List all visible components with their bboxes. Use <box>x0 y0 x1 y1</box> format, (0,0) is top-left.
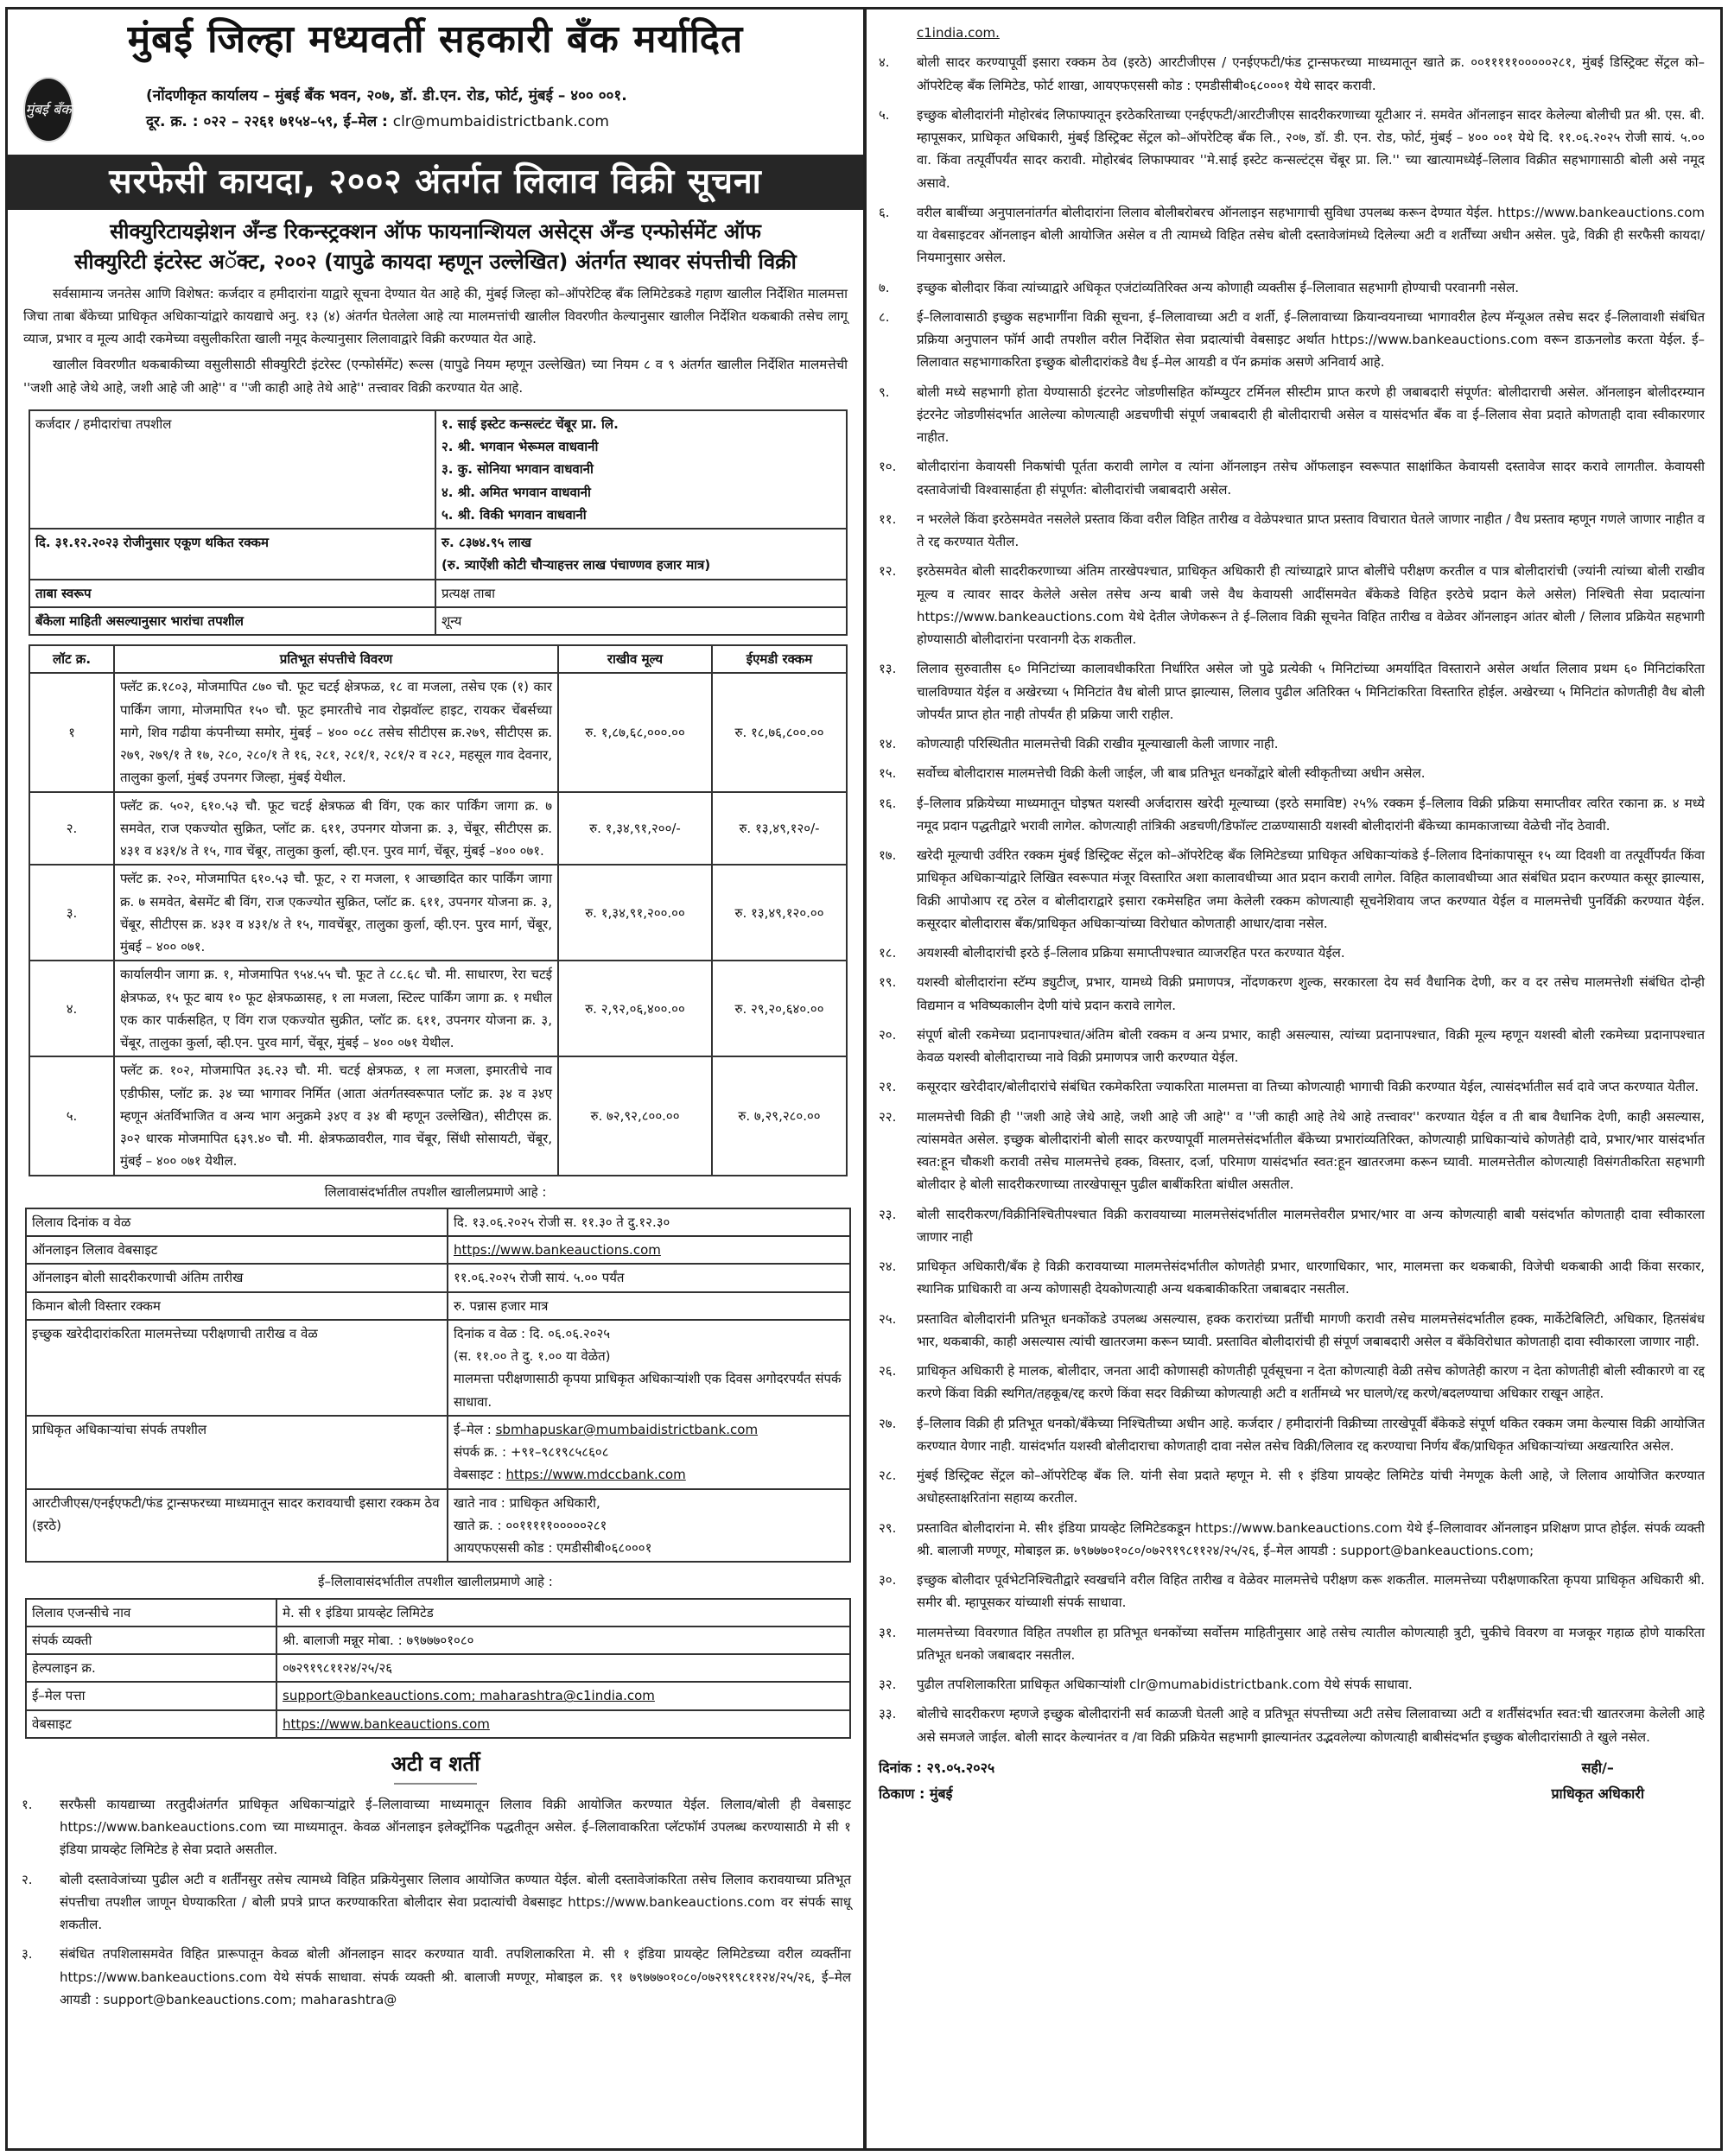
officer-website-link[interactable]: https://www.mdccbank.com <box>505 1467 686 1483</box>
term-item <box>879 1517 1705 1563</box>
borrower-name: ५. श्री. विकी भगवान वाधवानी <box>442 506 587 523</box>
term-item <box>22 1868 851 1937</box>
borrower-name: २. श्री. भगवान भेरूमल वाधवानी <box>442 439 599 455</box>
officer-contact-label: प्राधिकृत अधिकाऱ्यांचा संपर्क तपशील <box>26 1416 448 1489</box>
term-item <box>879 104 1705 194</box>
term-item <box>879 971 1705 1017</box>
helpline-label: हेल्पलाइन क्र. <box>26 1654 276 1682</box>
term-text: कोणत्याही परिस्थितीत मालमत्तेची विक्री राखीव मूल्याखाली केली जाणार नाही. <box>917 736 1279 751</box>
property-description: फ्लॅट क्र. १०२, मोजमापित ३६.२३ चौ. मी. चटई क्षेत्रफळ, १ ला मजला, इमारतीचे नाव एडीफीस, प्लॉट क्र. ३४ च्या भागावर निर्मित (आता अंतर्गतस्वरूपात प्लॉट क्र. ३४ व ३४ए म्हणून अंतर्विभाजित व अन्य भाग अनुक्रमे ३४ए व ३४ बी म्हणून उल्लेखित), सीटीएस क्र. ३०२ धारक मोजमापित ६३९.४० चौ. मी. क्षेत्रफळावरील, गाव चेंबूर, सिंधी सोसायटी, चेंबूर, मुंबई – ४०० ०७१ येथील. <box>114 1056 558 1175</box>
notice-banner: सरफेसी कायदा, २००२ अंतर्गत लिलाव विक्री सूचना <box>8 155 863 210</box>
term-text: यशस्वी बोलीदारांना स्टॅम्प ड्युटीज्, प्रभार, यामध्ये विक्री प्रमाणपत्र, नोंदणकरण शुल्क, सरकारला देय सर्व वैधानिक देणी, कर व दर तसेच मालमत्तेशी संबंधित दोन्ही विद्यमान व भविष्यकालीन देणी यांचे प्रदान करावे लागेल. <box>917 974 1705 1013</box>
officer-website-label: वेबसाइट : <box>454 1467 506 1483</box>
table-row <box>26 1292 850 1320</box>
term-item <box>879 1075 1705 1098</box>
column-header: राखीव मूल्य <box>558 645 712 673</box>
term-number: ७. <box>879 279 890 295</box>
outstanding-amount-words: (रु. त्र्याऐंशी कोटी चौऱ्याहत्तर लाख पंचाण्णव हजार मात्र) <box>442 557 711 574</box>
lot-number: ५. <box>29 1056 114 1175</box>
term-text: बोलीदारांना केवायसी निकषांची पूर्तता करावी लागेल व त्यांना ऑनलाइन तसेच ऑफलाइन स्वरूपात साक्षांकित केवायसी दस्तावेज सादर करावे लागतील. केवायसी दस्तावेजांची विश्वासार्हता ही संपूर्णत: बोलीदारांची जबाबदारी असेल. <box>917 459 1705 498</box>
term-number: २९. <box>879 1519 897 1536</box>
eauction-details-caption: ई–लिलावासंदर्भातील तपशील खालीलप्रमाणे आहे : <box>318 1574 553 1590</box>
table-row <box>26 1627 850 1654</box>
terms-list-right <box>879 51 1705 1748</box>
footer-date-place <box>879 1755 994 1808</box>
term-number: २३. <box>879 1206 897 1222</box>
term-number: २७. <box>879 1415 897 1431</box>
contact-line <box>146 110 627 136</box>
registered-office-address <box>146 84 627 136</box>
borrower-name: ४. श्री. अमित भगवान वाधवानी <box>442 484 591 500</box>
table-row <box>29 673 847 791</box>
borrower-name: १. साई इस्टेट कन्सल्टंट चेंबूर प्रा. लि. <box>442 415 619 432</box>
term-number: ४. <box>879 54 890 71</box>
signature-block <box>1551 1755 1644 1808</box>
term-item <box>879 1308 1705 1354</box>
borrowers-label: कर्जदार / हमीदारांचा तपशील <box>29 410 435 529</box>
term-number: ३१. <box>879 1624 897 1640</box>
encumbrance-value: शून्य <box>435 607 847 635</box>
term-text: संपूर्ण बोली रकमेच्या प्रदानापश्चात/अंतिम बोली रक्कम व अन्य प्रभार, काही असल्यास, त्यांच्या प्रदानापश्चात, विक्री मूल्य म्हणून यशस्वी बोली रकमेच्या प्रदानापश्चात केवळ यशस्वी बोलीदाराच्या नावे विक्री प्रमाणपत्र जारी करण्यात येईल. <box>917 1026 1705 1065</box>
term-item <box>879 560 1705 650</box>
term-text: ई–लिलावासाठी इच्छुक सहभागींना विक्री सूचना, ई–लिलावाच्या अटी व शर्ती, ई–लिलावाच्या क्रियान्वयनाच्या भागावरील हेल्प मॅन्यूअल तसेच सदर ई–लिलावाशी संबंधित प्रक्रिया अनुपालन फॉर्म आदी तपशील वरील निर्देशित सेवा प्रदात्यांची वेबसाइट अर्थात https://www.bankeauctions.com वरून डाऊनलोड करता येईल. ई–लिलावात सहभागाकरिता इच्छुक बोलीदारांकडे वैध ई–मेल आयडी व पॅन क्रमांक असणे अनिवार्य आहे. <box>917 308 1705 371</box>
term-text: इच्छुक बोलीदारांनी मोहोरबंद लिफाफ्यातून इरठेकरिताच्या एनईएफटी/आरटीजीएस सादरीकरणाच्या यूटीआर नं. समवेत ऑनलाइन सादर केलेल्या बोलीची प्रत श्री. एस. बी. म्हापूसकर, प्राधिकृत अधिकारी, मुंबई डिस्ट्रिक्ट सेंट्रल को–ऑपरेटिव्ह बँक लि., २०७, डॉ. डी. एन. रोड, फोर्ट, मुंबई – ४०० ००१ येथे दि. ११.०६.२०२५ रोजी सायं. ५.०० वा. किंवा तत्पूर्वीपर्यंत सादर करावी. मोहोरबंद लिफाफ्यावर ''मे.साई इस्टेट कन्सल्टंट्स चेंबूर प्रा. लि.'' च्या खात्यामध्येई–लिलाव विक्रीत सहभागासाठी बोली असे नमूद असावे. <box>917 106 1705 191</box>
term-number: ५. <box>879 106 890 123</box>
term-number: २. <box>22 1871 33 1887</box>
term-number: १६. <box>879 795 897 811</box>
auction-details-caption: लिलावासंदर्भातील तपशील खालीलप्रमाणे आहे : <box>324 1183 547 1200</box>
outstanding-label: दि. ३१.१२.२०२३ रोजीनुसार एकूण थकित रक्कम <box>29 529 435 580</box>
table-row <box>29 961 847 1056</box>
term-text: बोली सादरीकरण/विक्रीनिश्चितीपश्चात विक्री करावयाच्या मालमत्तेसंदर्भातील मालमत्तेवरील प्रभार/भार वा अन्य कोणत्याही बाबी यसंदर्भात कोणताही दावा स्वीकारला जाणार नाही <box>917 1206 1705 1245</box>
term-item <box>22 1793 851 1861</box>
bid-deadline-label: ऑनलाइन बोली सादरीकरणाची अंतिम तारीख <box>26 1264 448 1291</box>
contact-person-label: संपर्क व्यक्ती <box>26 1627 276 1654</box>
table-row <box>26 1710 850 1738</box>
term-number: २८. <box>879 1468 897 1483</box>
possession-value: प्रत्यक्ष ताबा <box>435 580 847 607</box>
table-row <box>26 1416 850 1489</box>
term-text: न भरलेले किंवा इरठेसमवेत नसलेले प्रस्ताव किंवा वरील विहित तारीख व वेळेपश्चात प्राप्त प्रस्ताव विचारात घेतले जाणार नाहीत / वैध प्रस्ताव म्हणून गणले जाणार नाहीत व ते रद्द करण्यात येतील. <box>917 510 1705 549</box>
agency-label: लिलाव एजन्सीचे नाव <box>26 1599 276 1627</box>
term-text: प्रस्तावित बोलीदारांना मे. सी१ इंडिया प्रायव्हेट लिमिटेडकडून https://www.bankeauctions.com येथे ई–लिलावावर ऑनलाइन प्रशिक्षण प्राप्त होईल. संपर्क व्यक्ती श्री. बालाजी मण्णूर, मोबाइल क्र. ७९७७७०१०८०/०७२९१९८११२४/२५/२६, ई–मेल आयडी : support@bankeauctions.com; <box>917 1519 1705 1558</box>
term-number: १८. <box>879 945 897 961</box>
table-row <box>29 580 847 607</box>
terms-continuation <box>879 22 1705 44</box>
phone-number: दूर. क्र. : ०२२ – २२६१ ७१५४–५९, ई–मेल : <box>146 112 393 130</box>
borrower-details-table <box>29 409 848 636</box>
term-text: वरील बाबींच्या अनुपालनांतर्गत बोलीदारांना लिलाव बोलीबरोबरच ऑनलाइन सहभागाची सुविधा उपलब्ध करून देण्यात येईल. https://www.bankeauctions.com या वेबसाइटवर ऑनलाइन बोली आयोजित असेल व ती त्यामध्ये विहित तसेच बोली दस्तावेजांमध्ये दिलेल्या अटी व शर्तींच्या अधीन असेल. पुढे, विक्री ही सरफैसी कायदा/नियमानुसार असेल. <box>917 204 1705 266</box>
table-row <box>29 529 847 580</box>
term-text: प्राधिकृत अधिकारी हे मालक, बोलीदार, जनता आदी कोणासही कोणतीही पूर्वसूचना न देता कोणत्याही वेळी तसेच कोणतेही कारण न देता कोणतीही बोली स्वीकारणे वा रद्द करणे किंवा विक्री स्थगित/तहकूब/रद्द करणे किंवा सदर विक्रीच्या कोणत्याही अटी व शर्तीमध्ये भर घालणे/रद्द करणे/बदलण्याचा अधिकार राखून आहेत. <box>917 1363 1705 1402</box>
emd-amount: रु. ७,२९,२८०.०० <box>712 1056 847 1175</box>
term-item <box>879 1412 1705 1458</box>
possession-label: ताबा स्वरूप <box>29 580 435 607</box>
agency-value: मे. सी १ इंडिया प्रायव्हेट लिमिटेड <box>276 1599 850 1627</box>
term-item <box>879 306 1705 374</box>
outstanding-amount: रु. ८३७४.९५ लाख <box>442 535 531 551</box>
property-description: फ्लॅट क्र. ५०२, ६१०.५३ चौ. फूट चटई क्षेत्रफळ बी विंग, एक कार पार्किंग जागा क्र. ७ समवेत, राज एकज्योत सुक्रित, प्लॉट क्र. ६११, उपनगर योजना क्र. ३, चेंबूर, सीटीएस क्र. ४३१ व ४३१/४ ते १५, गाव चेंबूर, तालुका कुर्ला, व्ही.एन. पुरव मार्ग, चेंबूर, मुंबई –४०० ०७१. <box>114 792 558 866</box>
term-text: बोली दस्तावेजांच्या पुढील अटी व शर्तींनसुर तसेच त्यामध्ये विहित प्रक्रियेनुसार लिलाव आयोजित कण्यात येईल. बोली दस्तावेजांकरिता तसेच लिलाव करावयाच्या प्रतिभूत संपत्तीचा तपशील जाणून घेण्याकरिता / बोली प्रपत्रे प्राप्त करण्याकरिता बोलीदार सेवा प्रदात्यांची वेबसाइट https://www.bankeauctions.com वर संपर्क साधू शकतील. <box>60 1871 851 1933</box>
lot-number: ४. <box>29 961 114 1056</box>
term-number: १९. <box>879 974 897 991</box>
helpline-value: ०७२९१९८११२४/२५/२६ <box>276 1654 850 1682</box>
term-text: मालमत्तेच्या विवरणात विहित तपशील हा प्रतिभूत धनकोंच्या सर्वोत्तम माहितीनुसार आहे तसेच त्यातील कोणत्याही त्रुटी, चुकीचे विवरण वा मजकूर गहाळ होणे याकरिता प्रतिभूत धनको जबाबदार नसतील. <box>917 1624 1705 1663</box>
officer-email-link[interactable]: sbmhapuskar@mumbaidistrictbank.com <box>495 1421 759 1437</box>
reserve-price: रु. ७२,९२,८००.०० <box>558 1056 712 1175</box>
auction-details-table <box>25 1208 851 1563</box>
table-row <box>26 1208 850 1236</box>
term-number: ६. <box>879 204 890 220</box>
term-text: खरेदी मूल्याची उर्वरित रक्कम मुंबई डिस्ट्रिक्ट सेंट्रल को–ऑपरेटिव्ह बँक लिमिटेडच्या प्राधिकृत अधिकाऱ्यांकडे ई–लिलाव दिनांकापासून १५ व्या दिवशी वा तत्पूर्वीपर्यंत किंवा प्राधिकृत अधिकाऱ्यांद्वारे लिखित स्वरूपात मंजूर विस्तारित अशा कालावधीच्या आत प्रदान करावी लागेल. विहित कालावधीच्या आत संबंधित प्रदान करण्यात कसूर झाल्यास, विक्री आपोआप रद्द ठरेल व बोलीदाराद्वारे इसारा रकमेसहित जमा केलेली रक्कम कोणत्याही सूचनेशिवाय जप्त करण्यात येईल व मालमत्तेची पुनर्विक्री करण्यात येईल. कसूरदार बोलीदारास बँक/प्राधिकृत अधिकाऱ्यांच्या विरोधात कोणताही आधार/दावा नसेल. <box>917 847 1705 931</box>
term-number: ३. <box>22 1946 33 1963</box>
term-number: १४. <box>879 736 897 751</box>
emd-amount: रु. २९,२०,६४०.०० <box>712 961 847 1056</box>
term-text: इच्छुक बोलीदार पूर्वभेटनिश्चितीद्वारे स्वखर्चाने वरील विहित तारीख व वेळेवर मालमत्तेचे परीक्षण करू शकतील. मालमत्तेच्या परीक्षणाकरिता कृपया प्राधिकृत अधिकारी श्री. समीर बी. म्हापूसकर यांच्याशी संपर्क साधावा. <box>917 1572 1705 1611</box>
property-description: कार्यालयीन जागा क्र. १, मोजमापित ९५४.५५ चौ. फूट ते ८८.६८ चौ. मी. साधारण, रेरा चटई क्षेत्रफळ, १५ फूट बाय १० फूट क्षेत्रफळासह, १ ला मजला, स्टिल्ट पार्किंग जागा क्र. १ मधील एक कार पार्कसहित, ए विंग राज एकज्योत सुक्रीत, प्लॉट क्र. ६११, उपनगर योजना क्र. ३, चेंबूर, तालुका कुर्ला, व्ही.एन. पुरव मार्ग, चेंबूर, मुंबई – ४०० ०७१ येथील. <box>114 961 558 1056</box>
act-title-line: सीक्युरिटी इंटरेस्ट अॅक्ट, २००२ (यापुढे कायदा म्हणून उल्लेखित) अंतर्गत स्थावर संपत्तीची विक्री <box>74 249 797 274</box>
borrower-name: ३. कु. सोनिया भगवान वाधवानी <box>442 461 594 478</box>
term-item <box>879 1464 1705 1510</box>
bank-name: मुंबई जिल्हा मध्यवर्ती सहकारी बँक मर्यादित <box>127 17 744 61</box>
term-item <box>879 657 1705 726</box>
bid-increment-value: रु. पन्नास हजार मात्र <box>448 1292 850 1320</box>
website-cell <box>276 1710 850 1738</box>
account-name: खाते नाव : प्राधिकृत अधिकारी, <box>454 1494 600 1511</box>
term-number: १५. <box>879 765 897 782</box>
term-text: प्राधिकृत अधिकारी/बँक हे विक्री करावयाच्या मालमत्तेसंदर्भातील कोणतेही प्रभार, धारणाधिकार, भार, मालमत्ता कर थकबाकी, विजेची थकबाकी आदी किंवा सरकार, स्थानिक प्राधिकारी वा अन्य कोणासही देयकोणत्याही अन्य थकबाकीकरिता जबाबदार नसतील. <box>917 1259 1705 1297</box>
term-item <box>879 1621 1705 1667</box>
support-email-link[interactable]: support@bankeauctions.com; maharashtra@c1india.com <box>283 1688 655 1704</box>
terms-divider <box>394 1783 477 1785</box>
term-number: ८. <box>879 308 890 325</box>
term-text: ई–लिलाव प्रक्रियेच्या माध्यमातून घोइषत यशस्वी अर्जदारास खरेदी मूल्याच्या (इरठे समाविष्ट) २५% रक्कम ई–लिलाव विक्री प्रक्रिया समाप्तीवर त्वरित रकाना क्र. ४ मध्ये नमूद प्रदान पद्धतीद्वारे भरावी लागेल. कोणत्याही तांत्रिकी अडचणी/डिफॉल्ट टाळण्यासाठी यशस्वी बोलीदारांनी बँकेच्या कामकाजाच्या वेळेची नोंद ठेवावी. <box>917 795 1705 834</box>
table-row <box>29 792 847 866</box>
term-item <box>879 455 1705 501</box>
officer-email-label: ई–मेल : <box>454 1421 496 1437</box>
ifsc-code: आयएफएससी कोड : एमडीसीबी०६८०००१ <box>454 1540 652 1557</box>
term-text: बोली मध्ये सहभागी होता येण्यासाठी इंटरनेट जोडणीसहित कॉम्प्युटर टर्मिनल सीस्टीम प्राप्त करणे ही जबाबदारी संपूर्णत: बोलीदाराची असेल. ऑनलाइन बोलीदरम्यान इंटरनेट जोडणीसंदर्भात आलेल्या कोणत्याही अडचणीची संपूर्ण जबाबदारी ही बोलीदाराची असेल व यासंदर्भात बँक वा ई–लिलाव सेवा प्रदाते कोणताही दावा स्वीकारणार नाहीत. <box>917 384 1705 445</box>
term-text: कसूरदार खरेदीदार/बोलीदारांचे संबंधित रकमेकरिता ज्याकरिता मालमत्ता वा तिच्या कोणत्याही भागाची विक्री करण्यात येईल, त्यासंदर्भातील सर्व दावे जप्त करण्यात येतील. <box>917 1079 1699 1095</box>
term-item <box>879 1360 1705 1405</box>
borrowers-list <box>435 410 847 529</box>
inspection-cell <box>448 1320 850 1416</box>
term-text: सर्वोच्च बोलीदारास मालमत्तेची विक्री केली जाईल, जी बाब प्रतिभूत धनकोंद्वारे बोली स्वीकृतीच्या अधीन असेल. <box>917 765 1426 782</box>
table-row <box>26 1489 850 1563</box>
term-item <box>22 1943 851 2011</box>
emd-payment-cell <box>448 1489 850 1563</box>
term-item <box>879 844 1705 935</box>
table-row <box>26 1320 850 1416</box>
term-item <box>879 1024 1705 1069</box>
table-row <box>26 1599 850 1627</box>
inspection-note: मालमत्ता परीक्षणासाठी कृपया प्राधिकृत अधिकाऱ्यांशी एक दिवस अगोदरपर्यंत संपर्क साधावा. <box>454 1371 842 1410</box>
term-number: २४. <box>879 1259 897 1274</box>
term-item <box>879 51 1705 97</box>
term-number: २६. <box>879 1363 897 1379</box>
term-item <box>879 1203 1705 1249</box>
notice-header <box>8 10 863 155</box>
term-number: १. <box>22 1796 33 1812</box>
officer-phone: संपर्क क्र. : +९१–९८१९८५८६०८ <box>454 1444 609 1461</box>
term-item <box>879 381 1705 449</box>
term-item <box>879 201 1705 270</box>
bank-logo-icon: मुंबई बँक <box>23 77 73 143</box>
table-header-row <box>29 645 847 673</box>
eauction-website-link[interactable]: https://www.bankeauctions.com <box>283 1715 490 1732</box>
officer-email-line <box>454 1418 844 1441</box>
officer-website-line <box>454 1463 844 1486</box>
lot-number: ३. <box>29 865 114 961</box>
column-header: प्रतिभूत संपत्तीचे विवरण <box>114 645 558 673</box>
term-number: १३. <box>879 661 897 677</box>
signature: सही/– <box>1581 1759 1614 1776</box>
table-row <box>26 1264 850 1291</box>
term-number: २१. <box>879 1079 897 1095</box>
address-line: (नोंदणीकृत कार्यालय – मुंबई बँक भवन, २०७, डॉ. डी.एन. रोड, फोर्ट, मुंबई – ४०० ००१. <box>146 87 627 105</box>
term-number: ३०. <box>879 1572 897 1588</box>
term-number: १७. <box>879 847 897 863</box>
intro-paragraph: सर्वसामान्य जनतेस आणि विशेषत: कर्जदार व हमीदारांना याद्वारे सूचना देण्यात येत आहे की, मुंबई जिल्हा को–ऑपरेटिव्ह बँक लिमिटेडकडे गहाण खालील निर्देशित मालमत्ता जिचा ताबा बँकेच्या प्राधिकृत अधिकाऱ्यांद्वारे कायद्याचे अनु. १३ (४) अंतर्गत घेतलेला आहे त्या मालमत्तांची खालील विवरणीत केल्यानुसार खालील निर्देशित थकबाकी तसेच लागू व्याज, प्रभार व मूल्य आदी रकमेच्या वसुलीकरिता खाली नमूद केल्यानुसार लिलावाद्वारे विक्री करण्यात येत आहे. <box>23 285 848 347</box>
notice-date: दिनांक : २९.०५.२०२५ <box>879 1759 995 1776</box>
term-number: ११. <box>879 510 897 527</box>
lot-number: २. <box>29 792 114 866</box>
reserve-price: रु. १,८७,६८,०००.०० <box>558 673 712 791</box>
term-text: बोली सादर करण्यापूर्वी इसारा रक्कम ठेव (इरठे) आरटीजीएस / एनईएफटी/फंड ट्रान्सफरच्या माध्यमातून खाते क्र. ००१११११०००००२८१, मुंबई डिस्ट्रिक्ट सेंट्रल को–ऑपरेटिव्ह बँक लिमिटेड, फोर्ट शाखा, आयएफएससी कोड : एमडीसीबी०६८०००१ येथे सादर करावी. <box>917 54 1705 93</box>
term-item <box>879 1106 1705 1196</box>
account-number: खाते क्र. : ००१११११०००००२८१ <box>454 1517 607 1533</box>
term-item <box>879 942 1705 964</box>
reserve-price: रु. १,३४,९१,२००.०० <box>558 865 712 961</box>
term-item <box>879 762 1705 784</box>
table-row <box>26 1236 850 1264</box>
right-column <box>864 7 1723 2151</box>
act-title <box>8 210 863 281</box>
term-item <box>879 1569 1705 1614</box>
term-number: १०. <box>879 459 897 475</box>
property-description: फ्लॅट क्र.१८०३, मोजमापित ८७० चौ. फूट चटई क्षेत्रफळ, १८ वा मजला, तसेच एक (१) कार पार्किंग जागा, मोजमापित १५० चौ. फूट इमारतीचे नाव रोझवॉल्ट हाइट, रायकर चेंबर्सच्या मागे, शिव गढीया कंपनीच्या समोर, मुंबई – ४०० ०८८ तसेच सीटीएस क्र.२७९, सीटीएस क्र. २७९, २७९/१ ते १७, २८०, २८०/१ ते १६, २८१, २८१/१, २८१/२ व २८२, महसूल गाव देवनार, तालुका कुर्ला, मुंबई उपनगर जिल्हा, मुंबई येथील. <box>114 673 558 791</box>
term-item <box>879 508 1705 554</box>
table-row <box>26 1654 850 1682</box>
reserve-price: रु. २,९२,०६,४००.०० <box>558 961 712 1056</box>
emd-payment-label: आरटीजीएस/एनईएफटी/फंड ट्रान्सफरच्या माध्यमातून सादर करावयाची इसारा रक्कम ठेव (इरठे) <box>26 1489 448 1563</box>
notice-footer <box>879 1755 1705 1824</box>
term-text: सरफैसी कायद्याच्या तरतुदीअंतर्गत प्राधिकृत अधिकाऱ्यांद्वारे ई–लिलावाच्या माध्यमातून लिलाव विक्री आयोजित करण्यात येईल. लिलाव/बोली ही वेबसाइट https://www.bankeauctions.com च्या माध्यमातून. केवळ ऑनलाइन इलेक्ट्रॉनिक पद्धतीतून असेल. ई–लिलावाकरिता प्लॅटफॉर्म उपलब्ध करण्यासाठी मे सी १ इंडिया प्रायव्हेट लिमिटेड हे सेवा प्रदाते असतील. <box>60 1796 851 1858</box>
contact-person-value: श्री. बालाजी मन्नूर मोबा. : ७९७७७०१०८० <box>276 1627 850 1654</box>
term-number: ३२. <box>879 1677 897 1692</box>
term-item <box>879 276 1705 299</box>
eauction-details-table <box>25 1598 851 1739</box>
column-header: लॉट क्र. <box>29 645 114 673</box>
term-text: पुढील तपशिलाकरिता प्राधिकृत अधिकाऱ्यांशी clr@mumabidistrictbank.com येथे संपर्क साधावा. <box>917 1677 1413 1692</box>
act-title-line: सीक्युरिटायझेशन अँन्ड रिकन्स्ट्रक्शन ऑफ फायनान्शियल असेट्स अँन्ड एन्फोर्समेंट ऑफ <box>110 219 761 244</box>
inspection-date: दिनांक व वेळ : दि. ०६.०६.२०२५ <box>454 1325 611 1341</box>
column-header: ईएमडी रक्कम <box>712 645 847 673</box>
table-row <box>26 1682 850 1709</box>
notice-place: ठिकाण : मुंबई <box>879 1785 953 1803</box>
bid-deadline-value: ११.०६.२०२५ रोजी सायं. ५.०० पर्यंत <box>448 1264 850 1291</box>
outstanding-cell <box>435 529 847 580</box>
terms-list-left <box>8 1793 863 2011</box>
auction-date-label: लिलाव दिनांक व वेळ <box>26 1208 448 1236</box>
term-number: २०. <box>879 1026 897 1043</box>
website-label: वेबसाइट <box>26 1710 276 1738</box>
continued-email-link[interactable]: c1india.com. <box>917 25 1000 41</box>
property-lots-table <box>29 644 848 1176</box>
left-column <box>5 7 866 2151</box>
table-row <box>29 1056 847 1175</box>
property-description: फ्लॅट क्र. २०२, मोजमापित ६१०.५३ चौ. फूट, २ रा मजला, १ आच्छादित कार पार्किंग जागा क्र. ७ समवेत, बेसमेंट बी विंग, राज एकज्योत सुक्रित, प्लॉट क्र. ६११, उपनगर योजना क्र. ३, चेंबूर, सीटीएस क्र. ४३१ व ४३१/४ ते १५, गावचेंबूर, तालुका कुर्ला, व्ही.एन. पुरव मार्ग, चेंबूर, मुंबई – ४०० ०७१. <box>114 865 558 961</box>
officer-contact-cell <box>448 1416 850 1489</box>
term-text: प्रस्तावित बोलीदारांनी प्रतिभूत धनकोंकडे उपलब्ध असल्यास, हक्क करारांच्या प्रतींची मागणी करावी तसेच मालमत्तेसंदर्भातील हक्क, मार्केटेबिलिटी, अधिकार, हितसंबंध भार, थकबाकी, काही असल्यास त्यांची खातरजमा करून घ्यावी. प्रस्तावित बोलीदारांची ही संपूर्ण जबाबदारी असेल व बँकेविरोधात कोणताही दावा स्वीकारला जाणार नाही. <box>917 1310 1705 1349</box>
email-label: ई–मेल पत्ता <box>26 1682 276 1709</box>
term-text: बोलीचे सादरीकरण म्हणजे इच्छुक बोलीदारांनी सर्व काळजी घेतली आहे व प्रतिभूत संपत्तीच्या अटी तसेच लिलावाच्या अटी व शर्तींसंदर्भात स्वत:ची खातरजमा केलेली आहे असे समजले जाईल. बोली सादर केल्यानंतर व /वा विक्री प्रक्रियेत सहभागी झाल्यानंतर उद्भवलेल्या कोणत्याही बाबीसंदर्भात इच्छुक बोलीदारांसाठी ते खुले नसेल. <box>917 1706 1705 1745</box>
term-number: ९. <box>879 384 890 400</box>
auction-website-cell <box>448 1236 850 1264</box>
term-number: २२. <box>879 1108 897 1125</box>
term-text: लिलाव सुरुवातीस ६० मिनिटांच्या कालावधीकरिता निर्धारित असेल जो पुढे प्रत्येकी ५ मिनिटांच्या अमर्यादित विस्ताराने असेल अर्थात लिलाव प्रथम ६० मिनिटांकरिता चालविण्यात येईल व अखेरच्या ५ मिनिटांत वैध बोली प्राप्त झाल्यास, लिलाव पुढील अतिरिक्त ५ मिनिटांकरिता विस्तारित होईल. अखेरच्या ५ मिनिटांत कोणतीही वैध बोली जोपर्यंत प्राप्त होत नाही तोपर्यंत ही प्रक्रिया जारी राहील. <box>917 661 1705 722</box>
table-row <box>29 865 847 961</box>
term-item <box>879 1703 1705 1748</box>
reserve-price: रु. १,३४,९१,२००/- <box>558 792 712 866</box>
term-text: ई–लिलाव विक्री ही प्रतिभूत धनको/बँकेच्या निश्चितीच्या अधीन आहे. कर्जदार / हमीदारांनी विक्रीच्या तारखेपूर्वी बँकेकडे संपूर्ण थकित रक्कम जमा केल्यास विक्री आयोजित करण्यात येणार नाही. यासंदर्भात यशस्वी बोलीदाराचा कोणताही दावा नसेल तसेच विक्री/लिलाव रद्द करण्याचा निर्णय बँक/प्राधिकृत अधिकाऱ्यांच्या अखत्यारित असेल. <box>917 1415 1705 1454</box>
signatory-title: प्राधिकृत अधिकारी <box>1551 1785 1644 1803</box>
term-text: संबंधित तपशिलासमवेत विहित प्रारूपातून केवळ बोली ऑनलाइन सादर करण्यात यावी. तपशिलाकरिता मे. सी १ इंडिया प्रायव्हेट लिमिटेडच्या वरील व्यक्तींना https://www.bankeauctions.com येथे संपर्क साधावा. संपर्क व्यक्ती श्री. बालाजी मण्णूर, मोबाइल क्र. ९१ ७९७७७०१०८०/०७२९१९८११२४/२५/२६, ई–मेल आयडी : support@bankeauctions.com; maharashtra@ <box>60 1946 851 2007</box>
email-cell <box>276 1682 850 1709</box>
term-item <box>879 1255 1705 1301</box>
term-number: ३३. <box>879 1706 897 1722</box>
term-item <box>879 732 1705 755</box>
term-text: मालमत्तेची विक्री ही ''जशी आहे जेथे आहे, जशी आहे जी आहे'' व ''जी काही आहे तेथे आहे तत्त्वावर'' करण्यात येईल व ती बाब वैधानिक देणी, काही असल्यास, त्यांसमवेत असेल. इच्छुक बोलीदारांनी बोली सादर करण्यापूर्वी मालमत्तेसंदर्भातील बँकेच्या प्रभारांव्यतिरिक्त, कोणत्याही प्राधिकाऱ्यांचे कोणतेही दावे, प्रभार/भार यासंदर्भात स्वत:हून चौकशी करावी तसेच मालमत्तेचे हक्क, विस्तार, दर्जा, परिमाण यासंदर्भात स्वत:हून खातरजमा करून घ्यावी. मालमत्तेतील कोणत्याही विसंगतीकरिता सहभागी बोलीदार हे बोली सादरीकरणाच्या तारखेपासून पुढील बाबींकरिता बांधील असतील. <box>917 1108 1705 1193</box>
term-item <box>879 1673 1705 1696</box>
term-text: मुंबई डिस्ट्रिक्ट सेंट्रल को–ऑपरेटिव्ह बँक लि. यांनी सेवा प्रदाते म्हणून मे. सी १ इंडिया प्रायव्हेट लिमिटेड यांची नेमणूक केली आहे, जे लिलाव आयोजित करण्यात अधोहस्ताक्षरितांना सहाय्य करतील. <box>917 1468 1705 1506</box>
emd-amount: रु. १८,७६,८००.०० <box>712 673 847 791</box>
bid-increment-label: किमान बोली विस्तार रक्कम <box>26 1292 448 1320</box>
term-number: २५. <box>879 1310 897 1327</box>
auction-website-label: ऑनलाइन लिलाव वेबसाइट <box>26 1236 448 1264</box>
emd-amount: रु. १३,४९,१२०.०० <box>712 865 847 961</box>
intro-paragraph: खालील विवरणीत थकबाकीच्या वसुलीसाठी सीक्युरिटी इंटरेस्ट (एन्फोर्समेंट) रूल्स (यापुढे नियम म्हणून उल्लेखित) च्या नियम ८ व ९ अंतर्गत खालील निर्देशित मालमत्तेची ''जशी आहे जेथे आहे, जशी आहे जी आहे'' व ''जी काही आहे तेथे आहे'' तत्त्वावर विक्री करण्यात येत आहे. <box>23 357 848 396</box>
bank-email: clr@mumbaidistrictbank.com <box>392 112 609 130</box>
term-item <box>879 792 1705 838</box>
auction-date-value: दि. १३.०६.२०२५ रोजी स. ११.३० ते दु.१२.३० <box>448 1208 850 1236</box>
lot-number: १ <box>29 673 114 791</box>
table-row <box>29 607 847 635</box>
auction-website-link[interactable]: https://www.bankeauctions.com <box>454 1242 661 1259</box>
term-text: इच्छुक बोलीदार किंवा त्यांच्याद्वारे अधिकृत एजंटांव्यतिरिक्त अन्य कोणाही व्यक्तीस ई–लिलावात सहभागी होण्याची परवानगी नसेल. <box>917 279 1520 295</box>
term-text: अयशस्वी बोलीदारांची इरठे ई–लिलाव प्रक्रिया समाप्तीपश्चात व्याजरहित परत करण्यात येईल. <box>917 945 1345 961</box>
terms-heading: अटी व शर्ती <box>391 1751 480 1776</box>
term-text: इरठेसमवेत बोली सादरीकरणाच्या अंतिम तारखेपश्चात, प्राधिकृत अधिकारी ही त्यांच्याद्वारे प्राप्त बोलींचे परीक्षण करतील व पात्र बोलीदारांची (ज्यांनी त्यांच्या बोली राखीव मूल्य व त्यावर सादर केलेले असेल तसेच अन्य बाबी जसे वैध केवायसी आदींसमवेत बँकेकडे विहित इरठेचे प्रदान केले असेल) निश्चिती सेवा प्रदात्यांना https://www.bankeauctions.com येथे देतील जेणेकरून ते ई–लिलाव विक्री सूचनेत विहित तारीख व वेळेवर ऑनलाइन आंतर बोली / लिलाव प्रक्रियेत सहभागी होण्यासाठी बोलीदारांना परवानगी देऊ शकतील. <box>917 563 1705 647</box>
term-number: १२. <box>879 563 897 580</box>
encumbrance-label: बँकेला माहिती असल्यानुसार भारांचा तपशील <box>29 607 435 635</box>
emd-amount: रु. १३,४९,१२०/- <box>712 792 847 866</box>
table-row <box>29 410 847 529</box>
inspection-label: इच्छुक खरेदीदारांकरिता मालमत्तेच्या परीक्षणाची तारीख व वेळ <box>26 1320 448 1416</box>
inspection-time: (स. ११.०० ते दु. १.०० या वेळेत) <box>454 1348 611 1365</box>
